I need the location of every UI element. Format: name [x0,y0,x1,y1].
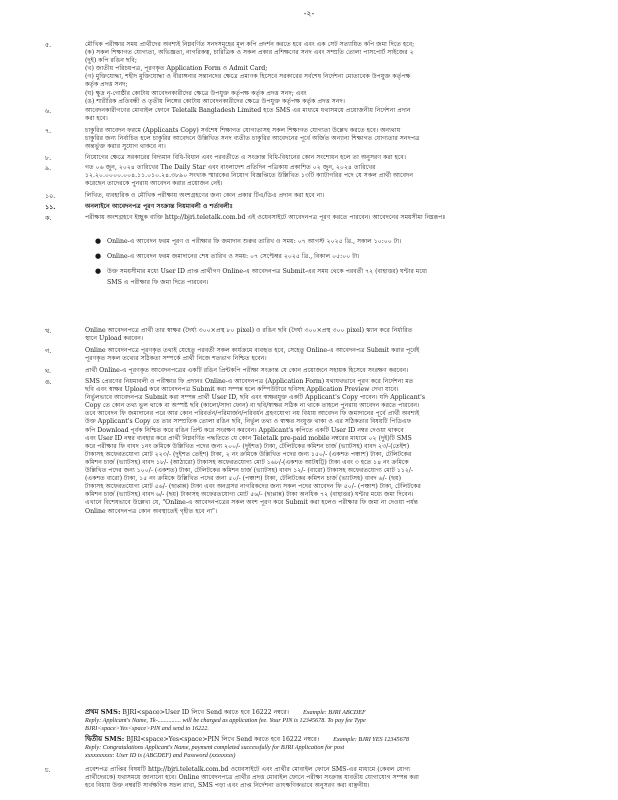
item-text [85,154,595,162]
item-line: মৌখিক পরীক্ষার সময় প্রার্থীদের অবশ্যই নিম্নবর্ণিত সনদসমূহের মূল কপি প্রদর্শন করতে হবে এবং এক সেট সত্যায়িত কপি জমা দিতে হবে; [85,41,415,48]
item-line: পরীক্ষায় অংশগ্রহণে ইচ্ছুক ব্যক্তি http://bjri.teletalk.com.bd এই ওয়েবসাইটে আবেদনপত্র পূরণ করতে পারবেন। আবেদনের সময়সীমা নিম্নরূপঃ [85,214,446,221]
item-number: ক. [45,214,52,222]
item-line: কর্তৃক প্রদত্ত সনদ; [85,81,128,89]
item-line: ১২.২০.০০০০.০০৪.১১.০১০.২৪.৩৮৯০ সংখ্যক স্মারকের নিয়োগ বিজ্ঞপ্তিতে উল্লিখিত ১৩টি ক্যাটাগরির পদে যে সকল প্রার্থী আবেদন [85,172,414,180]
item-number: ৫. [45,41,52,49]
item-line: স্থানে Upload করবেন। [85,335,144,343]
bullet-text: Online-এ আবেদন ফরম পূরণ ও পরীক্ষার ফি জমাদান শুরুর তারিখ ও সময়: ০৭ আগস্ট ২০২৫ খ্রি., সকাল ১০:০০ টা। [107,238,402,245]
item-text [85,214,595,222]
item-line: চাকুরির আবেদন ফরমে (Applicants Copy) সর্বশেষ শিক্ষাগত যোগ্যতাসহ সকল শিক্ষাগত যোগ্যতা উল্লেখ করতে হবে। অন্যথায় [85,127,401,134]
item-line: গত ০৬ জুন, ২০২৪ তারিখের The Daily Star এবং বাংলাদেশ প্রতিদিন পত্রিকায় প্রকাশিত ০২ জুন, ২০২৪ তারিখের [85,164,376,171]
item-line: তবে আবেদন ফি জমাদানের পরে আর কোন পরিবর্তন/পরিমার্জন/পরিবর্ধন গ্রহণযোগ্য নয় বিধায় আবেদন ফি জমাদানের পূর্বে প্রার্থী অবশ্যই [85,410,420,418]
item-line: পূরণকৃত সকল তথ্যের সঠিকতা সম্পর্কে প্রার্থী নিজে শতভাগ নিশ্চিত হবেন। [85,355,267,363]
item-text [85,192,595,200]
item-line: টাকাসহ অফেরতযোগ্য মোট ৫৬/- (ছাপ্পান্ন) টাকা এবং অনগ্রসর নাগরিকদের জন্য সকল পদের আবেদন ফি ৫০/- (পঞ্চাশ) টাকা, টেলিটকের [85,483,421,491]
item-number: ৬. [45,107,52,115]
sms-first-reply-1: Reply: Applicant's Name, Tk-............... will be charged as application fee. Your PIN is 12345678. To pay fee Type [85,717,366,725]
item-line: (খ) জাতীয় পরিচয়পত্র, পূরণকৃত Application Form ও Admit Card; [85,65,268,73]
item-line: অনলাইনে আবেদনপত্র পূরণ সংক্রান্ত নিয়মাবলী ও শর্তাবলীঃ [85,203,233,210]
sms-first-example: Example: BJRI ABCDEF [303,709,366,716]
item-line: চাকুরির জন্য নির্বাচিত হলে চাকুরির আবেদনে উল্লিখিত সনদ ব্যতীত চাকুরির আবেদনের পূর্বে অর্জিত অন্যান্য শিক্ষাগত যোগ্যতার সনদপত্র [85,135,420,143]
item-line: করা হবে। [85,115,108,123]
bullet-text: Online-এ আবেদন ফরম জমাদানের শেষ তারিখ ও সময়: ০৭ সেপ্টেম্বর ২০২৫ খ্রি., বিকাল ০৫:০০ টা। [107,253,360,260]
item-number: ১০. [45,192,56,200]
bullet-text: SMS এ পরীক্ষার ফি জমা দিতে পারবেন। [107,279,209,286]
item-line: (ঙ) শারীরিক প্রতিবন্ধী ও তৃতীয় লিঙ্গের কোটায় আবেদনকারীদের ক্ষেত্রে উপযুক্ত কর্তৃপক্ষ কর্তৃক প্রদত্ত সনদ। [85,97,345,105]
item-number: ঙ. [45,378,52,386]
item-line: Online আবেদনপত্র কোন অবস্থাতেই গৃহীত হবে না"। [85,507,218,515]
item-line: কপি Download পূর্বক নিশ্চিত করে রঙিন প্রিন্ট করে সংরক্ষণ করবেন। Applicant's কপিতে একটি User ID নম্বর দেওয়া থাকবে [85,426,404,434]
item-number: ১১. [45,203,56,211]
item-line: SMS প্রেরণের নিয়মাবলী ও পরীক্ষার ফি প্রদানঃ Online-এ আবেদনপত্র (Application Form) যথাযথভাবে পূরণ করে নির্দেশনা মত [85,378,414,385]
item-number: ৮. [45,154,52,162]
sms-first-command: BJRI<space>User ID লিখে Send করতে হবে 16222 নম্বরে। [120,709,290,716]
item-text [85,766,595,790]
sms-second-command: BJRI<space>Yes<space>PIN লিখে Send করতে হবে 16222 নম্বরে। [124,736,320,743]
item-line: নিয়োগের ক্ষেত্রে সরকারের বিদ্যমান বিধি-বিধান এবং পরবর্তীতে এ সংক্রান্ত বিধি-বিধানের কোন সংশোধন হলে তা অনুসরণ করা হবে। [85,154,407,161]
item-line: কমিশন চার্জ (ভ্যাটসহ) বাবদ ৬/- (ছয়) টাকাসহ অফেরতযোগ্য মোট ৫৬/- (ছাপ্পান্ন) টাকা অনধিক ৭২ (বাহাত্তর) ঘন্টার মধ্যে জমা দিবেন। [85,491,414,499]
item-text [85,327,595,343]
item-line: টাকাসহ অফেরতযোগ্য মোট ২২৩/- (দুইশত তেইশ) টাকা, ২ নং ক্রমিকে উল্লিখিত পদের জন্য ১৫০/- (একশত পঞ্চাশ) টাকা, টেলিটকের [85,450,412,458]
sms-second-label: দ্বিতীয় SMS: [85,735,125,743]
item-line: প্রার্থীদেরকে) যথাসময়ে জানানো হবে। Online আবেদনপত্রে প্রার্থীর প্রদত্ত মোবাইল ফোনে পরীক্ষা সংক্রান্ত যাবতীয় যোগাযোগ সম্পন্ন করা [85,774,419,782]
item-number: গ. [45,347,52,355]
item-text [85,41,595,106]
item-number: চ. [45,766,51,774]
item-line: (ঘ) ক্ষুদ্র নৃ-গোষ্ঠীর কোটায় আবেদনকারীদের ক্ষেত্রে উপযুক্ত কর্তৃপক্ষ কর্তৃক প্রদত্ত সনদ; এবং [85,89,307,97]
item-line: হবে বিধায় উক্ত নম্বরটি সার্বক্ষণিক সচল রাখা, SMS পড়া এবং প্রাপ্ত নির্দেশনা তাৎক্ষণিকভাবে অনুসরণ করা বাঞ্ছনীয়। [85,782,370,790]
item-text [85,164,595,188]
item-number: ৭. [45,127,52,135]
page-number: -২- [303,9,315,18]
item-line: Copy তে কোন তথ্য ভুল থাকে বা অস্পষ্ট ছবি (কালো/সাদা ফোন) বা ছবি/স্বাক্ষর সঠিক না থাকে তাহলে পুনরায় আবেদন করতে পারবেন। [85,402,420,410]
item-line: প্রার্থী Online-এ পূরণকৃত আবেদনপত্রের একটি রঙিন প্রিন্টকপি পরীক্ষা সংক্রান্ত যে কোন প্রয়োজনে সহায়ক হিসেবে সংরক্ষণ করবেন। [85,367,409,374]
item-line: (একশত বারো) টাকা, ১৫ নং ক্রমিকে উল্লিখিত পদের জন্য ৫০/- (পঞ্চাশ) টাকা, টেলিটকের কমিশন চার্জ (ভ্যাটসহ) বাবদ ৬/- (ছয়) [85,475,402,483]
item-text [85,107,595,123]
item-line: এবং User ID নম্বর ব্যবহার করে প্রার্থী নিম্নবর্ণিত পদ্ধতিতে যে কোন Teletalk pre-paid mobile নম্বরের মাধ্যমে ০২ (দুই)টি SMS [85,434,412,442]
item-line: করে পরীক্ষার ফি বাবদ ১নং ক্রমিকে উল্লিখিত পদের জন্য ২০০/- (দুইশত) টাকা, টেলিটকের কমিশন চার্জ (ভ্যাটসহ) বাবদ ২৩/-(তেইশ) [85,442,410,450]
bullet-text: উক্ত সময়সীমার মধ্যে User ID প্রাপ্ত প্রার্থীগণ Online-এ আবেদনপত্র Submit-এর সময় থেকে পরবর্তী ৭২ (বাহাত্তর) ঘন্টার মধ্যে [107,268,428,275]
item-number: ঘ. [45,367,51,375]
item-line: আবেদনকারীগণের মোবাইল ফোনে Teletalk Bangladesh Limited হতে SMS এর মাধ্যমে যথাসময়ে প্রয়োজনীয় নির্দেশনা প্রদান [85,107,411,114]
bullet-dot-icon: ● [95,267,102,275]
item-line: লিখিত, ব্যবহারিক ও মৌখিক পরীক্ষায় অংশগ্রহণের জন্য কোন প্রকার টিএ/ডিএ প্রদান করা হবে না। [85,192,325,199]
sms-first-label: প্রথম SMS: [85,708,121,716]
sms-first-reply-2: BJRI<space>Yes<space>PIN and send to 16222. [85,725,209,733]
item-line: উল্লিখিত পদের জন্য ১০০/- (একশত) টাকা, টেলিটকের কমিশন চার্জ (ভ্যাটসহ) বাবদ ১২/- (বারো) টাকাসহ অফেরতযোগ্য মোট ১১২/- [85,467,414,475]
item-text [85,203,595,211]
sms-second-reply-1: Reply: Congratulations Applicant's Name, payment completed successfully for BJRI Application for post [85,744,345,752]
item-line: (গ) মুক্তিযোদ্ধা, শহীদ মুক্তিযোদ্ধা ও বীরাঙ্গনার সন্তানদের ক্ষেত্রে প্রমাণক হিসেবে সরকারের সর্বশেষ নির্দেশনা মোতাবেক উপযুক্ত কর্তৃপক্ষ [85,73,411,81]
item-text [85,347,595,363]
item-line: এখানে বিশেষভাবে উল্লেখ্য যে, "Online-এ আবেদনপত্রের সকল অংশ পূরণ করে Submit করা হলেও পরীক্ষার ফি জমা না দেওয়া পর্যন্ত [85,499,419,507]
item-line: (দুই) কপি রঙিন ছবি; [85,57,137,65]
sms-second-example: Example: BJRI YES 12345678 [333,736,409,743]
item-number: খ. [45,327,52,335]
sms-second-reply-2: xxxxxxxxxx: User ID is (ABCDEF) and Password (xxxxxxxx) [85,752,236,760]
item-line: নির্ভুলভাবে আবেদনপত্র Submit করা সম্পন্ন প্রার্থী User ID, ছবি এবং স্বাক্ষরযুক্ত একটি Applicant's Copy পাবেন। যদি Applicant's [85,394,426,402]
bullet-dot-icon: ● [95,252,102,260]
item-line: (ক) সকল শিক্ষাগত যোগ্যতা, অভিজ্ঞতা, নাগরিকত্ব, চারিত্রিক ও সকল প্রকার প্রশিক্ষণের সনদ এবং সম্প্রতি তোলা পাসপোর্ট সাইজের ২ [85,49,414,57]
item-text [85,127,595,151]
item-line: ছবি এবং স্বাক্ষর Upload করে আবেদনপত্র Submit করা সম্পন্ন হলে কম্পিউটারে ছবিসহ Application Preview দেখা যাবে। [85,386,399,394]
item-line: Online আবেদনপত্রে পূরণকৃত তথ্যই যেহেতু পরবর্তী সকল কার্যক্রমে ব্যবহৃত হবে, সেহেতু Online-এ আবেদনপত্র Submit করার পূর্বেই [85,347,420,354]
item-line: Online আবেদনপত্রে প্রার্থী তার স্বাক্ষর (দৈর্ঘ্য ৩০০×প্রস্থ ৮০ pixel) ও রঙিন ছবি (দৈর্ঘ্য ৩০০×প্রস্থ ৩০০ pixel) স্ক্যান করে নির্ধারিত [85,327,413,334]
item-text [85,367,595,375]
item-text [85,378,595,516]
item-line: করেছেন তাদেরকে পুনরায় আবেদন করার প্রয়োজন নেই। [85,180,223,188]
item-line: উক্ত Applicant's Copy তে তার সাম্প্রতিক তোলা রঙিন ছবি, নির্ভুল তথ্য ও স্বাক্ষর সংযুক্ত থাকা ও এর সঠিকতার বিষয়টি পিডিএফ [85,418,412,426]
bullet-dot-icon: ● [95,237,102,245]
item-line: প্রবেশপত্র প্রাপ্তির বিষয়টি http://bjri.teletalk.com.bd ওয়েবসাইটে এবং প্রার্থীর মোবাইল ফোনে SMS-এর মাধ্যমে (কেবল যোগ্য [85,766,411,773]
item-number: ৯. [45,164,52,172]
item-line: অন্তর্ভুক্ত করার সুযোগ থাকবে না। [85,143,166,151]
item-line: কমিশন চার্জ (ভ্যাটসহ) বাবদ ১৮/- (আঠারো) টাকাসহ অফেরতযোগ্য মোট ১৬৮/-(একশত আটষট্টি) টাকা এবং ৩ হতে ১৪ নং ক্রমিকে [85,458,409,466]
